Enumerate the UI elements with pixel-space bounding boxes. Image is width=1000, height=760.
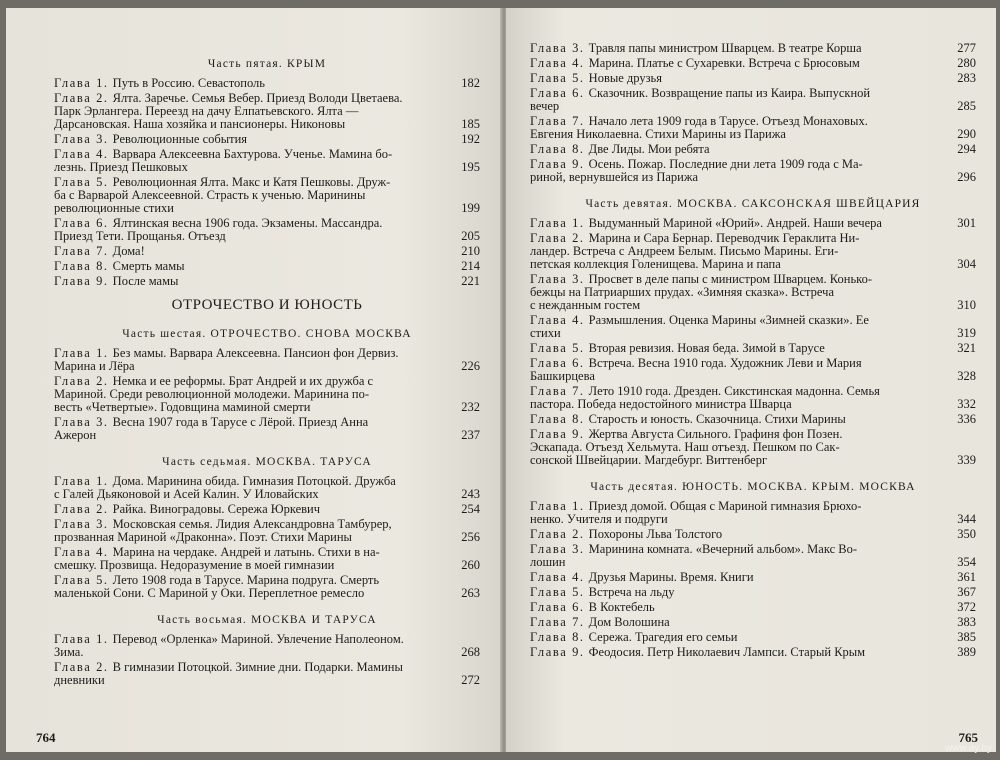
chapter-label: Глава 9. (530, 427, 585, 441)
toc-entry (530, 158, 976, 184)
chapter-label: Глава 3. (54, 517, 109, 531)
page-number: 336 (957, 412, 976, 426)
chapter-title-line: ненко. Учителя и подруги (530, 512, 668, 526)
toc-entry (54, 574, 480, 600)
toc-entry (54, 148, 480, 174)
chapter-title-line: Дома. Маринина обида. Гимназия Потоцкой. Дружба (112, 474, 396, 488)
toc-entry (530, 631, 976, 644)
chapter-label: Глава 2. (530, 231, 585, 245)
chapter-title-line: Осень. Пожар. Последние дни лета 1909 года с Ма- (588, 157, 863, 171)
section-heading: ОТРОЧЕСТВО И ЮНОСТЬ (171, 297, 363, 313)
toc-entry (530, 543, 976, 569)
page-number: 350 (957, 527, 976, 541)
page-number: 332 (957, 397, 976, 411)
chapter-title-line: Варвара Алексеевна Бахтурова. Ученье. Мамина бо- (112, 147, 393, 161)
chapter-title-line: Травля папы министром Шварцем. В театре Корша (588, 41, 862, 55)
chapter-label: Глава 5. (530, 341, 585, 355)
toc-entry (530, 601, 976, 614)
chapter-title-line: Ялтинская весна 1906 года. Экзамены. Массандра. (112, 216, 383, 230)
chapter-title-line: Смерть мамы (112, 259, 185, 273)
toc-entry (54, 518, 480, 544)
page-number: 214 (461, 259, 480, 273)
page-number: 237 (461, 428, 480, 442)
page-number: 195 (461, 160, 480, 174)
chapter-label: Глава 9. (530, 645, 585, 659)
chapter-title-line: риной, вернувшейся из Парижа (530, 170, 699, 184)
page-number: 285 (957, 99, 976, 113)
left-page (6, 8, 502, 752)
toc-entry (54, 133, 480, 146)
page-number: 328 (957, 369, 976, 383)
chapter-title-line: Друзья Марины. Время. Книги (588, 570, 754, 584)
chapter-title-line: стихи (530, 326, 561, 340)
chapter-label: Глава 4. (530, 313, 585, 327)
chapter-title-line: вечер (530, 99, 560, 113)
watermark: www.ay.by (944, 743, 992, 754)
page-number: 389 (957, 645, 976, 659)
chapter-label: Глава 1. (530, 216, 585, 230)
chapter-label: Глава 3. (530, 542, 585, 556)
chapter-label: Глава 8. (54, 259, 109, 273)
chapter-label: Глава 2. (54, 660, 109, 674)
page-number: 283 (957, 71, 976, 85)
chapter-title-line: Марина на чердаке. Андрей и латынь. Стихи в на- (112, 545, 380, 559)
page-number: 344 (957, 512, 976, 526)
page-number: 205 (461, 229, 480, 243)
chapter-title-line: Зима. (54, 645, 84, 659)
chapter-label: Глава 7. (530, 114, 585, 128)
chapter-label: Глава 6. (530, 356, 585, 370)
page-number: 301 (957, 216, 976, 230)
chapter-title-line: Маринина комната. «Вечерний альбом». Макс Во- (588, 542, 858, 556)
chapter-title-line: Старость и юность. Сказочница. Стихи Марины (588, 412, 846, 426)
toc-entry (54, 260, 480, 273)
page-number: 290 (957, 127, 976, 141)
toc-entry (54, 475, 480, 501)
chapter-title-line: В Коктебель (588, 600, 655, 614)
chapter-title-line: Размышления. Оценка Марины «Зимней сказки». Ее (588, 313, 869, 327)
chapter-label: Глава 4. (54, 147, 109, 161)
chapter-title-line: Эскапада. Отъезд Хельмута. Наш отъезд. Пешком по Сак- (530, 440, 840, 454)
chapter-title-line: Весна 1907 года в Тарусе с Лёрой. Приезд Анна (112, 415, 369, 429)
chapter-title-line: Марина и Сара Бернар. Переводчик Гераклита Ни- (588, 231, 860, 245)
chapter-label: Глава 1. (54, 346, 109, 360)
page-number: 182 (461, 76, 480, 90)
page-number: 385 (957, 630, 976, 644)
chapter-title-line: Феодосия. Петр Николаевич Лампси. Старый Крым (588, 645, 866, 659)
chapter-label: Глава 2. (54, 502, 109, 516)
page-number: 339 (957, 453, 976, 467)
chapter-label: Глава 3. (54, 415, 109, 429)
toc-entry (54, 77, 480, 90)
toc-entry (530, 273, 976, 312)
toc-entry (530, 500, 976, 526)
toc-entry (530, 385, 976, 411)
chapter-title-line: Без мамы. Варвара Алексеевна. Пансион фон Дервиз. (112, 346, 399, 360)
toc-entry (530, 57, 976, 70)
chapter-title-line: Ялта. Заречье. Семья Вебер. Приезд Володи Цветаева. (112, 91, 403, 105)
toc-entry (530, 428, 976, 467)
chapter-title-line: Сережа. Трагедия его семьи (588, 630, 738, 644)
part-heading: Часть девятая. МОСКВА. САКСОНСКАЯ ШВЕЙЦАРИЯ (585, 198, 921, 210)
toc-entry (54, 503, 480, 516)
chapter-label: Глава 6. (54, 216, 109, 230)
chapter-title-line: Путь в Россию. Севастополь (112, 76, 265, 90)
chapter-label: Глава 4. (530, 570, 585, 584)
page-number: 185 (461, 117, 480, 131)
chapter-title-line: Лето 1910 года. Дрезден. Сикстинская мадонна. Семья (588, 384, 880, 398)
chapter-title-line: Приезд домой. Общая с Мариной гимназия Брюхо- (588, 499, 862, 513)
chapter-label: Глава 8. (530, 142, 585, 156)
toc-entry (530, 528, 976, 541)
chapter-title-line: Встреча. Весна 1910 года. Художник Леви и Мария (588, 356, 862, 370)
part-heading: Часть восьмая. МОСКВА И ТАРУСА (157, 614, 377, 626)
chapter-title-line: сонской Швейцарии. Магдебург. Виттенберг (530, 453, 768, 467)
toc-entry (530, 217, 976, 230)
page-number: 383 (957, 615, 976, 629)
chapter-title-line: Вторая ревизия. Новая беда. Зимой в Тарусе (588, 341, 825, 355)
chapter-title-line: Новые друзья (588, 71, 663, 85)
chapter-title-line: революционные стихи (54, 201, 174, 215)
toc-entry (54, 217, 480, 243)
chapter-title-line: бежцы на Патриарших прудах. «Зимняя сказка». Встреча (530, 285, 834, 299)
chapter-label: Глава 8. (530, 412, 585, 426)
toc-entry (530, 72, 976, 85)
page-number: 256 (461, 530, 480, 544)
chapter-title-line: Райка. Виноградовы. Сережа Юркевич (112, 502, 321, 516)
chapter-title-line: с Галей Дьяконовой и Асей Калин. У Иловайских (54, 487, 319, 501)
toc-entry (54, 546, 480, 572)
chapter-title-line: петская коллекция Голенищева. Марина и папа (530, 257, 781, 271)
chapter-label: Глава 7. (54, 244, 109, 258)
chapter-title-line: Мариной. Среди революционной молодежи. Маринина по- (54, 387, 370, 401)
chapter-title-line: Немка и ее реформы. Брат Андрей и их дружба с (112, 374, 374, 388)
chapter-label: Глава 1. (530, 499, 585, 513)
chapter-title-line: Ажерон (54, 428, 97, 442)
chapter-title-line: Лето 1908 года в Тарусе. Марина подруга. Смерть (112, 573, 380, 587)
chapter-label: Глава 6. (530, 600, 585, 614)
chapter-title-line: Перевод «Орленка» Мариной. Увлечение Наполеоном. (112, 632, 404, 646)
chapter-label: Глава 1. (54, 474, 109, 488)
chapter-title-line: Приезд Тети. Прощанья. Отъезд (54, 229, 226, 243)
chapter-title-line: Дома! (112, 244, 145, 258)
chapter-title-line: Марина. Платье с Сухаревки. Встреча с Брюсовым (588, 56, 860, 70)
chapter-title-line: Революционная Ялта. Макс и Катя Пешковы. Друж- (112, 175, 391, 189)
toc-entry (530, 571, 976, 584)
chapter-title-line: ландер. Встреча с Андреем Белым. Письмо Марины. Еги- (530, 244, 839, 258)
page-number: 319 (957, 326, 976, 340)
chapter-title-line: После мамы (112, 274, 179, 288)
chapter-title-line: Дом Волошина (588, 615, 670, 629)
toc-entry (54, 347, 480, 373)
part-heading: Часть шестая. ОТРОЧЕСТВО. СНОВА МОСКВА (122, 328, 412, 340)
chapter-title-line: Дарсановская. Наша хозяйка и пансионеры. Никоновы (54, 117, 346, 131)
chapter-title-line: Похороны Льва Толстого (588, 527, 723, 541)
chapter-title-line: с нежданным гостем (530, 298, 641, 312)
page-number: 272 (461, 673, 480, 687)
chapter-label: Глава 8. (530, 630, 585, 644)
chapter-title-line: дневники (54, 673, 105, 687)
page-number: 372 (957, 600, 976, 614)
chapter-title-line: Революционные события (112, 132, 248, 146)
chapter-label: Глава 2. (530, 527, 585, 541)
page-number: 226 (461, 359, 480, 373)
chapter-title-line: Выдуманный Мариной «Юрий». Андрей. Наши вечера (588, 216, 882, 230)
page-number: 254 (461, 502, 480, 516)
toc-entry (530, 357, 976, 383)
chapter-title-line: лошин (530, 555, 566, 569)
page-number: 268 (461, 645, 480, 659)
chapter-label: Глава 7. (530, 615, 585, 629)
right-page (506, 8, 996, 752)
part-heading: Часть седьмая. МОСКВА. ТАРУСА (162, 456, 372, 468)
chapter-title-line: Начало лета 1909 года в Тарусе. Отъезд Монаховых. (588, 114, 868, 128)
chapter-title-line: маленькой Сони. С Мариной у Оки. Переплетное ремесло (54, 586, 365, 600)
page-number: 199 (461, 201, 480, 215)
page-number: 221 (461, 274, 480, 288)
right-page-number: 765 (958, 730, 978, 745)
toc-entry (54, 176, 480, 215)
toc-entry (54, 375, 480, 414)
toc-entry (530, 314, 976, 340)
page-number: 361 (957, 570, 976, 584)
page-number: 294 (957, 142, 976, 156)
chapter-label: Глава 5. (530, 71, 585, 85)
toc-entry (530, 42, 976, 55)
left-page-number: 764 (36, 730, 56, 745)
page-number: 263 (461, 586, 480, 600)
toc-entry (530, 115, 976, 141)
chapter-label: Глава 2. (54, 91, 109, 105)
page-number: 243 (461, 487, 480, 501)
page-number: 354 (957, 555, 976, 569)
chapter-label: Глава 7. (530, 384, 585, 398)
page-number: 277 (957, 41, 976, 55)
toc-entry (530, 646, 976, 659)
chapter-title-line: Просвет в деле папы с министром Шварцем. Конько- (588, 272, 873, 286)
chapter-label: Глава 1. (54, 632, 109, 646)
chapter-title-line: В гимназии Потоцкой. Зимние дни. Подарки. Мамины (112, 660, 403, 674)
chapter-label: Глава 5. (54, 175, 109, 189)
page-number: 367 (957, 585, 976, 599)
page-number: 280 (957, 56, 976, 70)
chapter-label: Глава 1. (54, 76, 109, 90)
page-number: 210 (461, 244, 480, 258)
chapter-title-line: прозванная Мариной «Драконна». Поэт. Стихи Марины (54, 530, 352, 544)
chapter-label: Глава 9. (530, 157, 585, 171)
page-number: 192 (461, 132, 480, 146)
page-number: 232 (461, 400, 480, 414)
chapter-title-line: лезнь. Приезд Пешковых (54, 160, 188, 174)
part-heading: Часть пятая. КРЫМ (207, 58, 327, 70)
chapter-title-line: Марина и Лёра (54, 359, 135, 373)
chapter-title-line: Встреча на льду (588, 585, 675, 599)
chapter-label: Глава 3. (54, 132, 109, 146)
chapter-label: Глава 6. (530, 86, 585, 100)
chapter-label: Глава 2. (54, 374, 109, 388)
chapter-title-line: смешку. Прозвища. Недоразумение в моей гимназии (54, 558, 335, 572)
page-number: 321 (957, 341, 976, 355)
chapter-title-line: Сказочник. Возвращение папы из Каира. Выпускной (588, 86, 871, 100)
chapter-label: Глава 4. (530, 56, 585, 70)
toc-entry (54, 661, 480, 687)
toc-entry (530, 143, 976, 156)
toc-entry (54, 633, 480, 659)
toc-entry (530, 586, 976, 599)
chapter-title-line: Две Лиды. Мои ребята (588, 142, 710, 156)
chapter-title-line: Башкирцева (530, 369, 595, 383)
toc-entry (54, 245, 480, 258)
chapter-title-line: ба с Варварой Алексеевной. Страсть к ученью. Маринины (54, 188, 366, 202)
part-heading: Часть десятая. ЮНОСТЬ. МОСКВА. КРЫМ. МОСКВА (590, 481, 916, 493)
toc-entry (530, 616, 976, 629)
chapter-title-line: Жертва Августа Сильного. Графиня фон Позен. (588, 427, 843, 441)
toc-entry (530, 413, 976, 426)
chapter-label: Глава 4. (54, 545, 109, 559)
toc-entry (530, 342, 976, 355)
page-number: 304 (957, 257, 976, 271)
chapter-title-line: весть «Четвертые». Годовщина маминой смерти (54, 400, 311, 414)
toc-entry (530, 232, 976, 271)
chapter-label: Глава 5. (530, 585, 585, 599)
chapter-label: Глава 9. (54, 274, 109, 288)
chapter-title-line: пастора. Победа недостойного министра Шварца (530, 397, 792, 411)
toc-entry (54, 275, 480, 288)
toc-entry (54, 92, 480, 131)
page-number: 310 (957, 298, 976, 312)
toc-entry (54, 416, 480, 442)
toc-entry (530, 87, 976, 113)
page-number: 296 (957, 170, 976, 184)
chapter-title-line: Московская семья. Лидия Александровна Тамбурер, (112, 517, 392, 531)
chapter-title-line: Евгения Николаевна. Стихи Марины из Парижа (530, 127, 786, 141)
chapter-title-line: Парк Эрлангера. Переезд на дачу Елпатьевского. Ялта — (54, 104, 359, 118)
chapter-label: Глава 3. (530, 41, 585, 55)
chapter-label: Глава 5. (54, 573, 109, 587)
page-number: 260 (461, 558, 480, 572)
chapter-label: Глава 3. (530, 272, 585, 286)
